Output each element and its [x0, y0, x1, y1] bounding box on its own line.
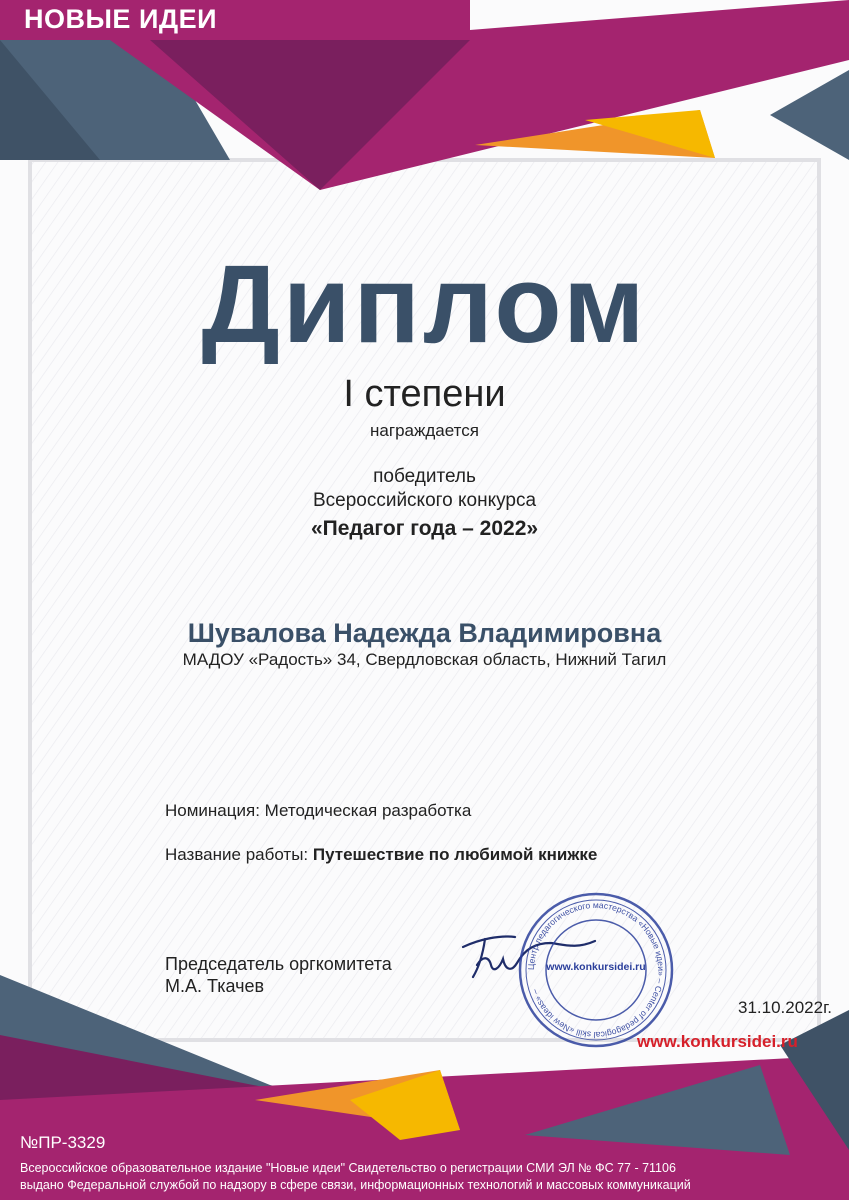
issue-date: 31.10.2022г. [738, 998, 832, 1017]
recipient-name: Шувалова Надежда Владимировна [187, 618, 662, 648]
recipient-organization: МАДОУ «Радость» 34, Свердловская область, Нижний Тагил [182, 650, 667, 669]
diploma-title: Диплом [201, 243, 648, 366]
work-title-label: Название работы: [165, 845, 309, 864]
official-stamp [516, 890, 676, 1050]
stamp-ring-text: Центр педагогического мастерства «Новые идеи» – Center of pedagogical skill «New ideas» – [525, 899, 667, 1041]
work-title-value: Путешествие по любимой книжке [312, 845, 598, 864]
contest-name: «Педагог года – 2022» [310, 517, 539, 540]
stamp-center-text: www.konkursidei.ru [546, 961, 646, 973]
diploma-degree: I степени [343, 373, 506, 415]
website-link[interactable]: www.konkursidei.ru [637, 1032, 798, 1051]
chairman-name: М.А. Ткачев [165, 976, 265, 996]
brand-logo-text: НОВЫЕ ИДЕИ [24, 4, 217, 34]
winner-text: победитель [373, 466, 476, 487]
work-title-row [165, 845, 597, 865]
footer-line-1: Всероссийское образовательное издание "Новые идеи" Свидетельство о регистрации СМИ ЭЛ № ФС 77 - 71106 [20, 1161, 676, 1175]
document-number: №ПР-3329 [20, 1133, 106, 1152]
awarded-text: награждается [370, 421, 479, 440]
nomination: Номинация: Методическая разработка [165, 801, 472, 820]
chairman-role: Председатель оргкомитета [165, 954, 392, 974]
top-slate-right [770, 70, 849, 160]
footer-line-2: выдано Федеральной службой по надзору в сфере связи, информационных технологий и массовых коммуникаций [20, 1178, 691, 1192]
footer-registration [20, 1160, 691, 1194]
chairman-block [165, 953, 392, 997]
contest-text: Всероссийского конкурса [312, 490, 537, 511]
